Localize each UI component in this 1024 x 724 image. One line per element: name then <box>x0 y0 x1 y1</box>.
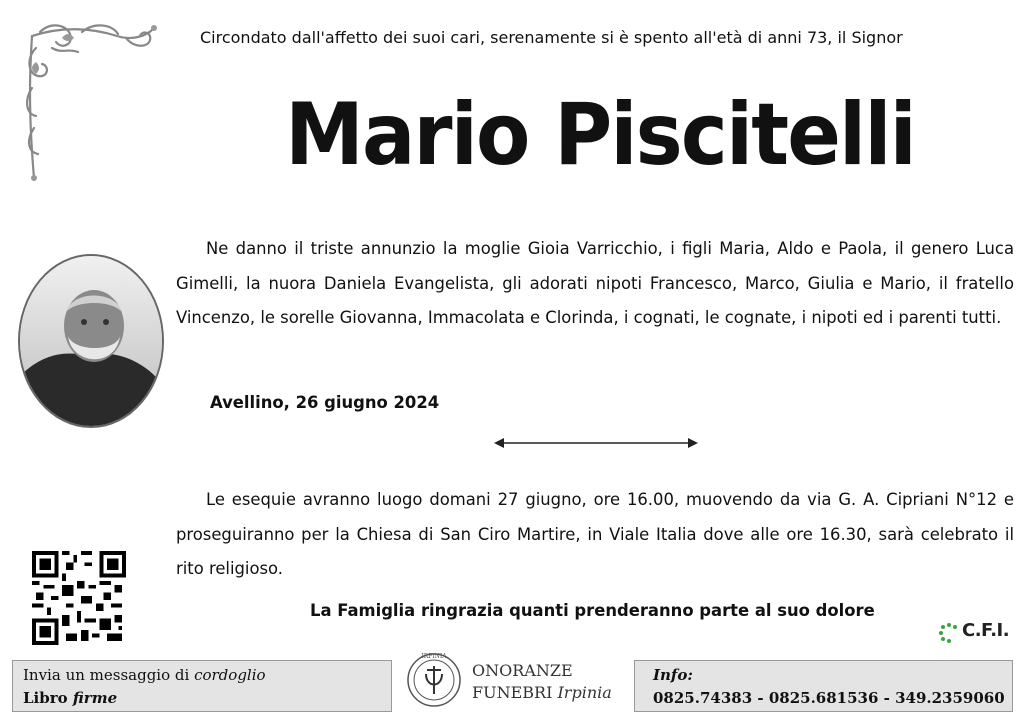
double-arrow-icon <box>494 436 698 450</box>
logo-top-text: IRPINIA <box>421 653 447 660</box>
condolence-box[interactable] <box>12 660 392 712</box>
family-thanks: La Famiglia ringrazia quanti prenderanno parte al suo dolore <box>310 601 875 620</box>
funeral-home-logo-icon <box>404 648 464 708</box>
cfi-dots-icon <box>938 622 960 644</box>
obituary-intro: Circondato dall'affetto dei suoi cari, serenamente si è spento all'età di anni 73, il Signor <box>200 28 903 47</box>
brand-line1: ONORANZE <box>472 661 573 680</box>
info-box <box>634 660 1013 712</box>
brand-line2-wrap <box>472 682 612 704</box>
brand-line2: FUNEBRI <box>472 683 553 702</box>
deceased-portrait <box>18 254 164 428</box>
info-colon: : <box>687 666 693 684</box>
info-label: Info <box>653 666 688 684</box>
guestbook-link[interactable] <box>23 689 117 707</box>
condolence-prefix: Invia un messaggio di <box>23 666 190 684</box>
guestbook-em: firme <box>72 689 118 707</box>
phone-numbers[interactable]: 0825.74383 - 0825.681536 - 349.2359060 <box>653 689 1005 707</box>
place-and-date: Avellino, 26 giugno 2024 <box>210 393 440 412</box>
funeral-home-brand <box>472 660 612 704</box>
deceased-name: Mario Piscitelli <box>285 85 915 185</box>
cfi-logo <box>938 620 1018 650</box>
qr-code-icon[interactable] <box>32 551 126 645</box>
info-label-wrap <box>653 666 693 684</box>
funeral-details: Le esequie avranno luogo domani 27 giugno, ore 16.00, muovendo da via G. A. Cipriani N°12 e proseguiranno per la Chiesa di San Ciro Martire, in Viale Italia dove alle ore 16.30, sarà celebrato il rito religioso. <box>176 490 1014 578</box>
announcement-text: Ne danno il triste annunzio la moglie Gioia Varricchio, i figli Maria, Aldo e Paola, il genero Luca Gimelli, la nuora Daniela Evangelista, gli adorati nipoti Francesco, Marco, Giulia e Mario, il fratello Vincenzo, le sorelle Giovanna, Immacolata e Clorinda, i cognati, le cognate, i nipoti ed i parenti tutti. <box>176 239 1014 327</box>
condolence-link[interactable] <box>23 666 266 684</box>
ornamental-corner-icon <box>22 18 162 188</box>
brand-em: Irpinia <box>557 683 612 702</box>
cfi-label: C.F.I. <box>962 620 1010 641</box>
portrait-image <box>20 256 162 426</box>
guestbook-label: Libro <box>23 689 68 707</box>
condolence-em: cordoglio <box>194 666 266 684</box>
